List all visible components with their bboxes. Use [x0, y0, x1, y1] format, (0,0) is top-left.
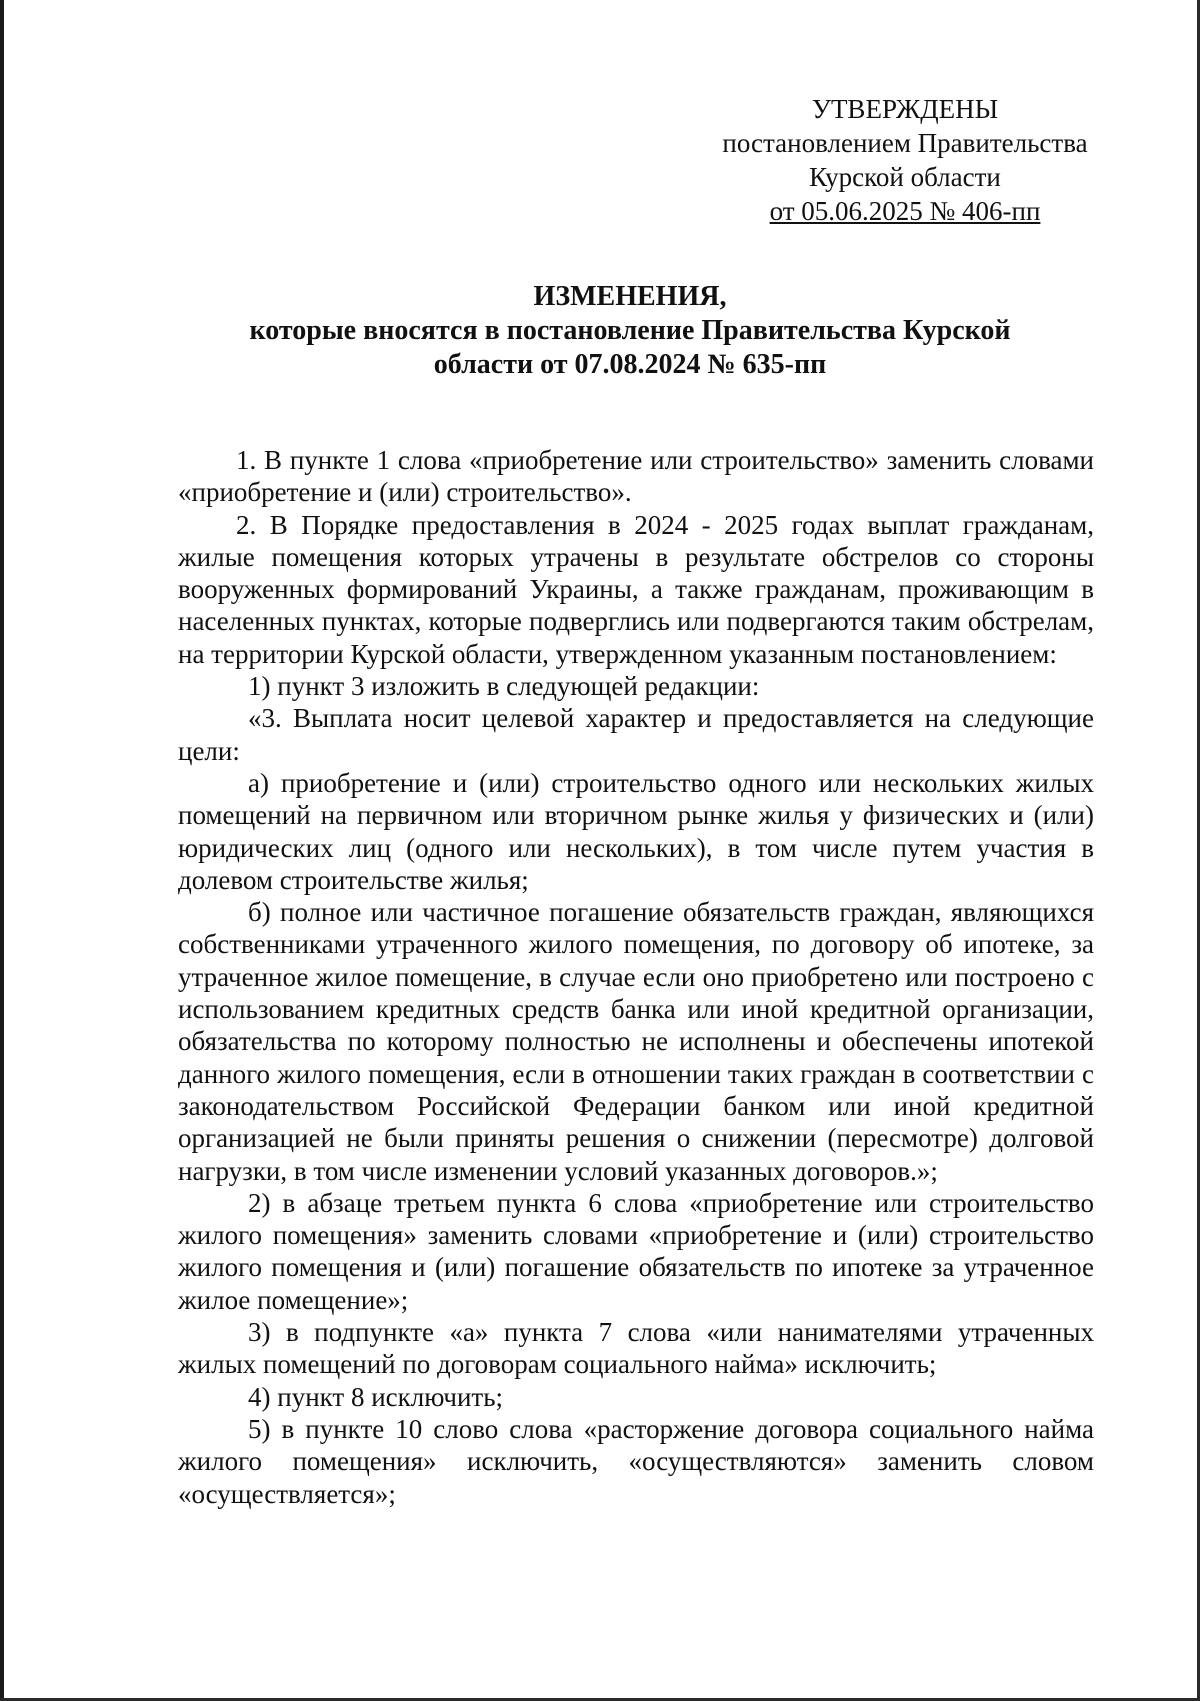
title-heading: ИЗМЕНЕНИЯ, [533, 281, 727, 312]
title-subheading-2: области от 07.08.2024 № 635-пп [433, 349, 827, 380]
paragraph-subitem-5: 5) в пункте 10 слово слова «расторжение договора социального найма жилого помещения» исключить, «осуществляются» заменить словом «осуществляется»; [178, 1413, 1094, 1509]
scan-edge-left [0, 0, 4, 1701]
document-title [180, 280, 1080, 382]
paragraph-subitem-b: б) полное или частичное погашение обязательств граждан, являющихся собственниками утраченного жилого помещения, по договору об ипотеке, за утраченное жилое помещение, в случае если оно приобретено или построено с использованием кредитных средств банка или иной кредитной организации, обязательства по которому полностью не исполнены и обеспечены ипотекой данного жилого помещения, если в отношении таких граждан в соответствии с законодательством Российской Федерации банком или иной кредитной организацией не были приняты решения о снижении (пересмотре) долговой нагрузки, в том числе изменении условий указанных договоров.»; [178, 897, 1094, 1186]
paragraph-subitem-4: 4) пункт 8 исключить; [248, 1381, 504, 1412]
approval-authority: постановлением Правительства [722, 128, 1088, 158]
title-subheading-1: которые вносятся в постановление Правительства Курской [249, 315, 1011, 346]
paragraph-subitem-2: 2) в абзаце третьем пункта 6 слова «приобретение или строительство жилого помещения» заменить словами «приобретение и (или) строительство жилого помещения и (или) погашение обязательств по ипотеке за утраченное жилое помещение»; [178, 1187, 1094, 1315]
paragraph-item-1: 1. В пункте 1 слова «приобретение или строительство» заменить словами «приобретение и (или) строительство». [178, 445, 1094, 508]
approval-decree-number: от 05.06.2025 № 406-пп [769, 196, 1041, 226]
paragraph-subitem-3: 3) в подпункте «а» пункта 7 слова «или нанимателями утраченных жилых помещений по договорам социального найма» исключить; [178, 1317, 1094, 1380]
approval-stamp-block [660, 92, 1150, 228]
paragraph-subitem-1: 1) пункт 3 изложить в следующей редакции: [248, 671, 760, 702]
approval-heading: УТВЕРЖДЕНЫ [811, 94, 999, 124]
paragraph-quoted-point-3: «3. Выплата носит целевой характер и предоставляется на следующие цели: [178, 703, 1094, 766]
approval-region: Курской области [809, 162, 1001, 192]
paragraph-subitem-a: а) приобретение и (или) строительство одного или нескольких жилых помещений на первичном или вторичном рынке жилья у физических и (или) юридических лиц (одного или нескольких), в том числе путем участия в долевом строительстве жилья; [178, 767, 1094, 895]
paragraph-item-2: 2. В Порядке предоставления в 2024 - 2025 годах выплат гражданам, жилые помещения которых утрачены в результате обстрелов со стороны вооруженных формирований Украины, а также гражданам, проживающим в населенных пунктах, которые подверглись или подвергаются таким обстрелам, на территории Курской области, утвержденном указанным постановлением: [178, 509, 1094, 669]
document-body [178, 444, 1094, 1510]
